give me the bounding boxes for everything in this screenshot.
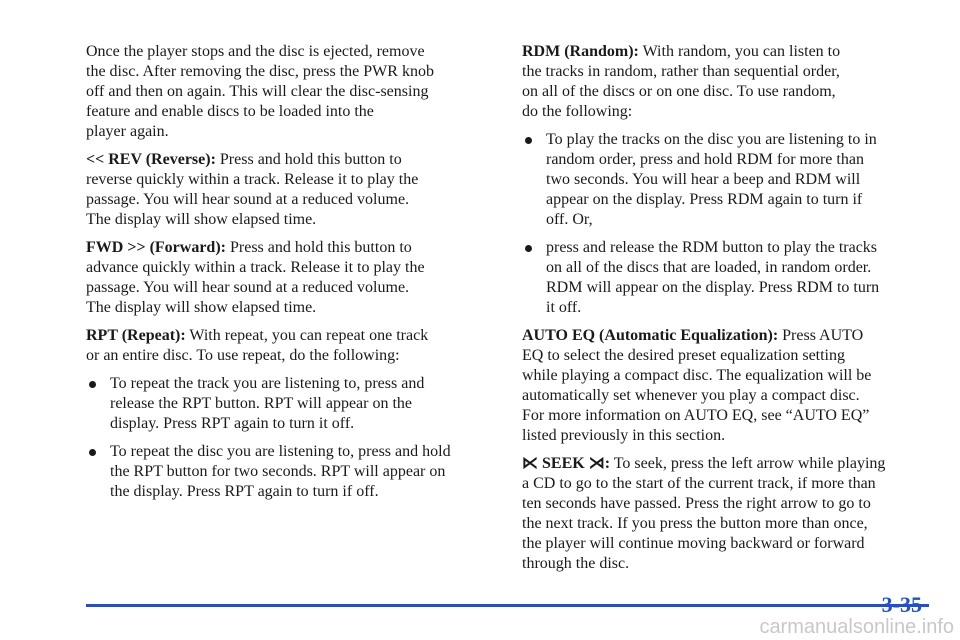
rpt-text: With repeat, you can repeat one track: [185, 327, 429, 344]
fwd-text: Press and hold this button to: [225, 239, 412, 256]
fwd-text: advance quickly within a track. Release it to play the: [86, 259, 425, 276]
rpt-paragraph: [86, 326, 496, 366]
bullet-text: To repeat the track you are listening to, press and: [110, 375, 425, 392]
seek-text: the player will continue moving backward or forward: [522, 535, 865, 552]
seek-label: SEEK: [538, 455, 589, 472]
intro-line: off and then on again. This will clear the disc-sensing: [86, 83, 429, 100]
rdm-bullet-all-discs: [522, 238, 932, 318]
page-number: 3-35: [881, 592, 922, 617]
bullet-text: it off.: [546, 299, 582, 316]
seek-text: a CD to go to the start of the current track, if more than: [522, 475, 876, 492]
bullet-text: display. Press RPT again to turn it off.: [110, 415, 355, 432]
rev-paragraph: [86, 150, 496, 230]
rdm-text: on all of the discs or on one disc. To use random,: [522, 83, 836, 100]
bullet-text: off. Or,: [546, 211, 593, 228]
auto-eq-text: EQ to select the desired preset equalization setting: [522, 347, 845, 364]
rdm-term: RDM (Random):: [522, 43, 639, 60]
bullet-text: the display. Press RPT again to turn if off.: [110, 483, 379, 500]
bullet-text: appear on the display. Press RDM again to turn if: [546, 191, 863, 208]
intro-line: the disc. After removing the disc, press the PWR knob: [86, 63, 434, 80]
bullet-dot-icon: [89, 381, 96, 388]
auto-eq-paragraph: [522, 326, 932, 446]
rdm-text: do the following:: [522, 103, 633, 120]
bullet-text: release the RPT button. RPT will appear on the: [110, 395, 413, 412]
footer-rule: [86, 604, 929, 607]
fwd-term: FWD >> (Forward):: [86, 239, 226, 256]
bullet-text: press and release the RDM button to play the tracks: [546, 239, 878, 256]
intro-line: feature and enable discs to be loaded into the: [86, 103, 374, 120]
seek-back-icon: ⋉: [522, 455, 538, 472]
auto-eq-term: AUTO EQ (Automatic Equalization):: [522, 327, 779, 344]
rpt-bullet-disc: [86, 442, 496, 502]
rdm-paragraph: [522, 42, 932, 122]
rev-text: reverse quickly within a track. Release it to play the: [86, 171, 419, 188]
auto-eq-text: while playing a compact disc. The equalization will be: [522, 367, 872, 384]
seek-text: To seek, press the left arrow while playing: [610, 455, 886, 472]
auto-eq-text: Press AUTO: [778, 327, 864, 344]
bullet-text: RDM will appear on the display. Press RDM to turn: [546, 279, 880, 296]
seek-colon: :: [604, 455, 611, 472]
auto-eq-text: For more information on AUTO EQ, see “AUTO EQ”: [522, 407, 870, 424]
rdm-text: With random, you can listen to: [638, 43, 841, 60]
bullet-text: random order, press and hold RDM for more than: [546, 151, 864, 168]
seek-paragraph: [522, 454, 932, 574]
right-column: [522, 42, 932, 582]
bullet-dot-icon: [525, 137, 532, 144]
rev-term: << REV (Reverse):: [86, 151, 216, 168]
bullet-dot-icon: [525, 245, 532, 252]
auto-eq-text: automatically set whenever you play a compact disc.: [522, 387, 860, 404]
bullet-text: To repeat the disc you are listening to, press and hold: [110, 443, 451, 460]
bullet-text: To play the tracks on the disc you are listening to in: [546, 131, 877, 148]
seek-forward-icon: ⋊: [588, 455, 605, 472]
seek-text: the next track. If you press the button more than once,: [522, 515, 868, 532]
rev-text: The display will show elapsed time.: [86, 211, 317, 228]
bullet-dot-icon: [89, 449, 96, 456]
rpt-text: or an entire disc. To use repeat, do the following:: [86, 347, 400, 364]
seek-term: [522, 455, 610, 472]
intro-paragraph: [86, 42, 496, 142]
rpt-bullet-track: [86, 374, 496, 434]
auto-eq-text: listed previously in this section.: [522, 427, 726, 444]
fwd-text: The display will show elapsed time.: [86, 299, 317, 316]
rev-text: passage. You will hear sound at a reduced volume.: [86, 191, 410, 208]
rev-text: Press and hold this button to: [215, 151, 402, 168]
left-column: [86, 42, 496, 510]
intro-line: player again.: [86, 123, 169, 140]
bullet-text: on all of the discs that are loaded, in random order.: [546, 259, 872, 276]
seek-text: through the disc.: [522, 555, 630, 572]
fwd-text: passage. You will hear sound at a reduced volume.: [86, 279, 410, 296]
intro-line: Once the player stops and the disc is ejected, remove: [86, 43, 425, 60]
rdm-text: the tracks in random, rather than sequential order,: [522, 63, 840, 80]
rpt-term: RPT (Repeat):: [86, 327, 186, 344]
watermark: carmanualsonline.info: [759, 616, 954, 638]
seek-text: ten seconds have passed. Press the right arrow to go to: [522, 495, 871, 512]
bullet-text: two seconds. You will hear a beep and RDM will: [546, 171, 861, 188]
fwd-paragraph: [86, 238, 496, 318]
bullet-text: the RPT button for two seconds. RPT will appear on: [110, 463, 446, 480]
rdm-bullet-disc: [522, 130, 932, 230]
